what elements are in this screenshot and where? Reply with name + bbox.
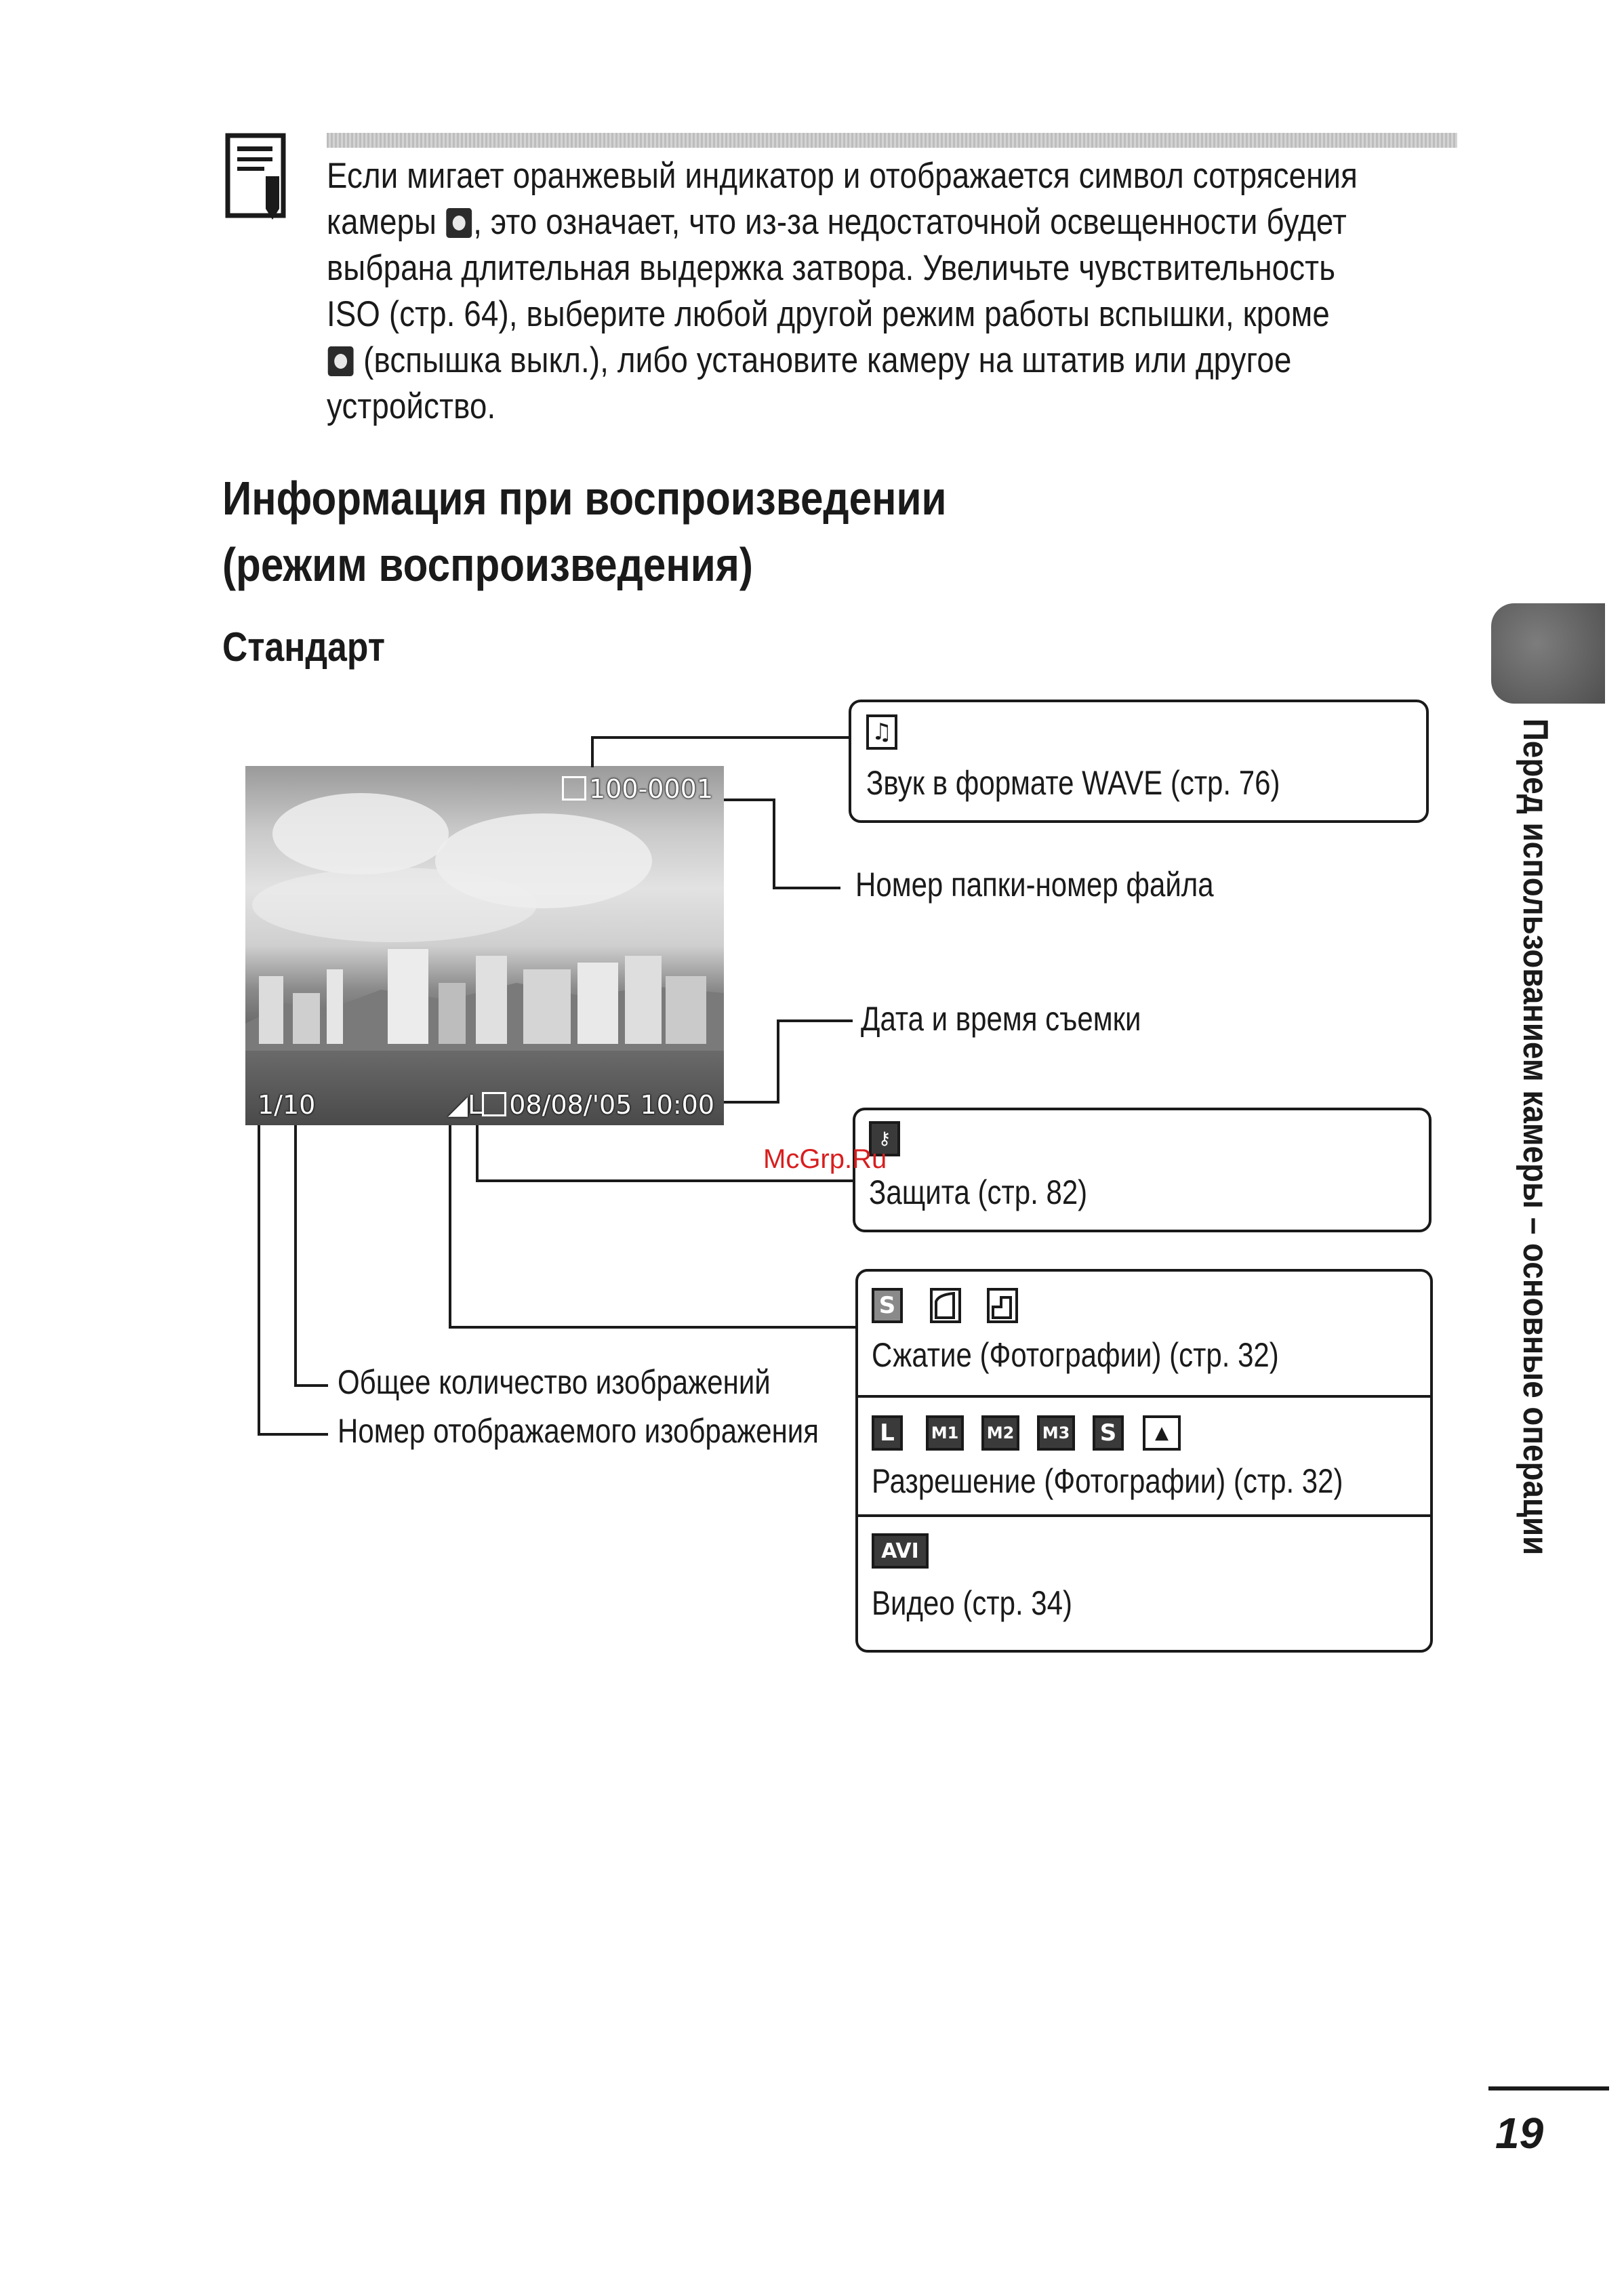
page-number: 19: [1495, 2109, 1544, 2158]
note-line-5: (вспышка выкл.), либо установите камеру на штатив или другое: [327, 338, 1306, 384]
connector-protect-h: [476, 1179, 859, 1182]
datetime-label: Дата и время съемки: [861, 1000, 1141, 1038]
flash-off-icon: [328, 346, 354, 376]
osd-datetime: ◢L 08/08/'05 10:00: [447, 1090, 714, 1120]
wave-sound-icon: ♫: [866, 714, 897, 750]
wave-sound-icon: [562, 776, 586, 801]
page-number-rule: [1488, 2086, 1609, 2090]
protect-label: Защита (стр. 82): [869, 1173, 1088, 1211]
note-line-3: выбрана длительная выдержка затвора. Увеличьте чувствительность: [327, 248, 1336, 288]
connector-datetime-v: [777, 1019, 779, 1104]
protect-key-icon: ⚷: [869, 1121, 900, 1156]
compression-label: Сжатие (Фотографии) (стр. 32): [872, 1336, 1279, 1374]
osd-folder-file: 100-0001: [562, 774, 713, 804]
connector-compression-h: [449, 1326, 861, 1329]
resolution-medium2-icon: M2: [981, 1415, 1019, 1451]
connector-current-h: [258, 1433, 328, 1436]
note-header-bar: [327, 133, 1457, 148]
connector-compression-v: [449, 1125, 451, 1329]
folder-file-label: Номер папки-номер файла: [855, 866, 1214, 904]
note-line-1: Если мигает оранжевый индикатор и отображается символ сотрясения: [327, 156, 1358, 196]
compression-icon: ◢: [447, 1090, 468, 1120]
resolution-medium3-icon: M3: [1037, 1415, 1075, 1451]
connector-wave: [591, 736, 594, 767]
note-line-4: ISO (стр. 64), выберите любой другой режим работы вспышки, кроме: [327, 294, 1330, 334]
protect-icon: [482, 1092, 506, 1116]
compression-normal-icon: [987, 1288, 1018, 1323]
chapter-tab: [1491, 603, 1605, 704]
section-heading-line-1: Информация при воспроизведении: [222, 472, 947, 525]
connector-folder-h: [773, 887, 840, 889]
wave-sound-label: Звук в формате WAVE (стр. 76): [866, 764, 1280, 802]
connector-folder: [724, 799, 775, 801]
resolution-postcard-icon: ▲: [1143, 1415, 1181, 1451]
callout-protect: [853, 1108, 1432, 1232]
city-skyline: [245, 929, 724, 1051]
camera-shake-icon: [447, 208, 472, 238]
current-image-label: Номер отображаемого изображения: [338, 1412, 819, 1450]
playback-screen-photo: [245, 766, 724, 1125]
section-heading-line-2: (режим воспроизведения): [222, 538, 753, 591]
callout-divider-1: [855, 1395, 1430, 1398]
osd-image-counter: 1/10: [258, 1090, 316, 1120]
connector-total-v: [294, 1125, 297, 1387]
total-images-label: Общее количество изображений: [338, 1363, 771, 1401]
resolution-large-icon: L: [872, 1415, 903, 1451]
callout-divider-2: [855, 1514, 1430, 1517]
subheading: Стандарт: [222, 624, 385, 670]
compression-superfine-icon: S: [872, 1288, 903, 1323]
movie-label: Видео (стр. 34): [872, 1584, 1072, 1622]
note-icon: [225, 133, 296, 221]
watermark: McGrp.Ru: [763, 1144, 887, 1174]
connector-protect-v: [476, 1125, 479, 1182]
resolution-medium1-icon: M1: [926, 1415, 964, 1451]
connector-total-h: [294, 1384, 328, 1387]
note-line-2: камеры , это означает, что из-за недостаточной освещенности будет: [327, 202, 1347, 242]
connector-current-v: [258, 1125, 260, 1436]
note-line-6: устройство.: [327, 386, 496, 426]
compression-fine-icon: [930, 1288, 961, 1323]
resolution-label: Разрешение (Фотографии) (стр. 32): [872, 1462, 1343, 1500]
connector-datetime-h: [777, 1019, 853, 1022]
movie-avi-icon: AVI: [872, 1533, 929, 1569]
note-text: [327, 153, 1358, 430]
connector-folder-v: [773, 799, 775, 889]
resolution-small-icon: S: [1093, 1415, 1124, 1451]
connector-datetime: [724, 1101, 779, 1104]
section-heading: [222, 465, 946, 598]
chapter-title-vertical: Перед использованием камеры – основные операции: [1516, 719, 1555, 1556]
callout-wave-sound: [849, 700, 1429, 823]
connector-wave-h: [591, 736, 857, 739]
